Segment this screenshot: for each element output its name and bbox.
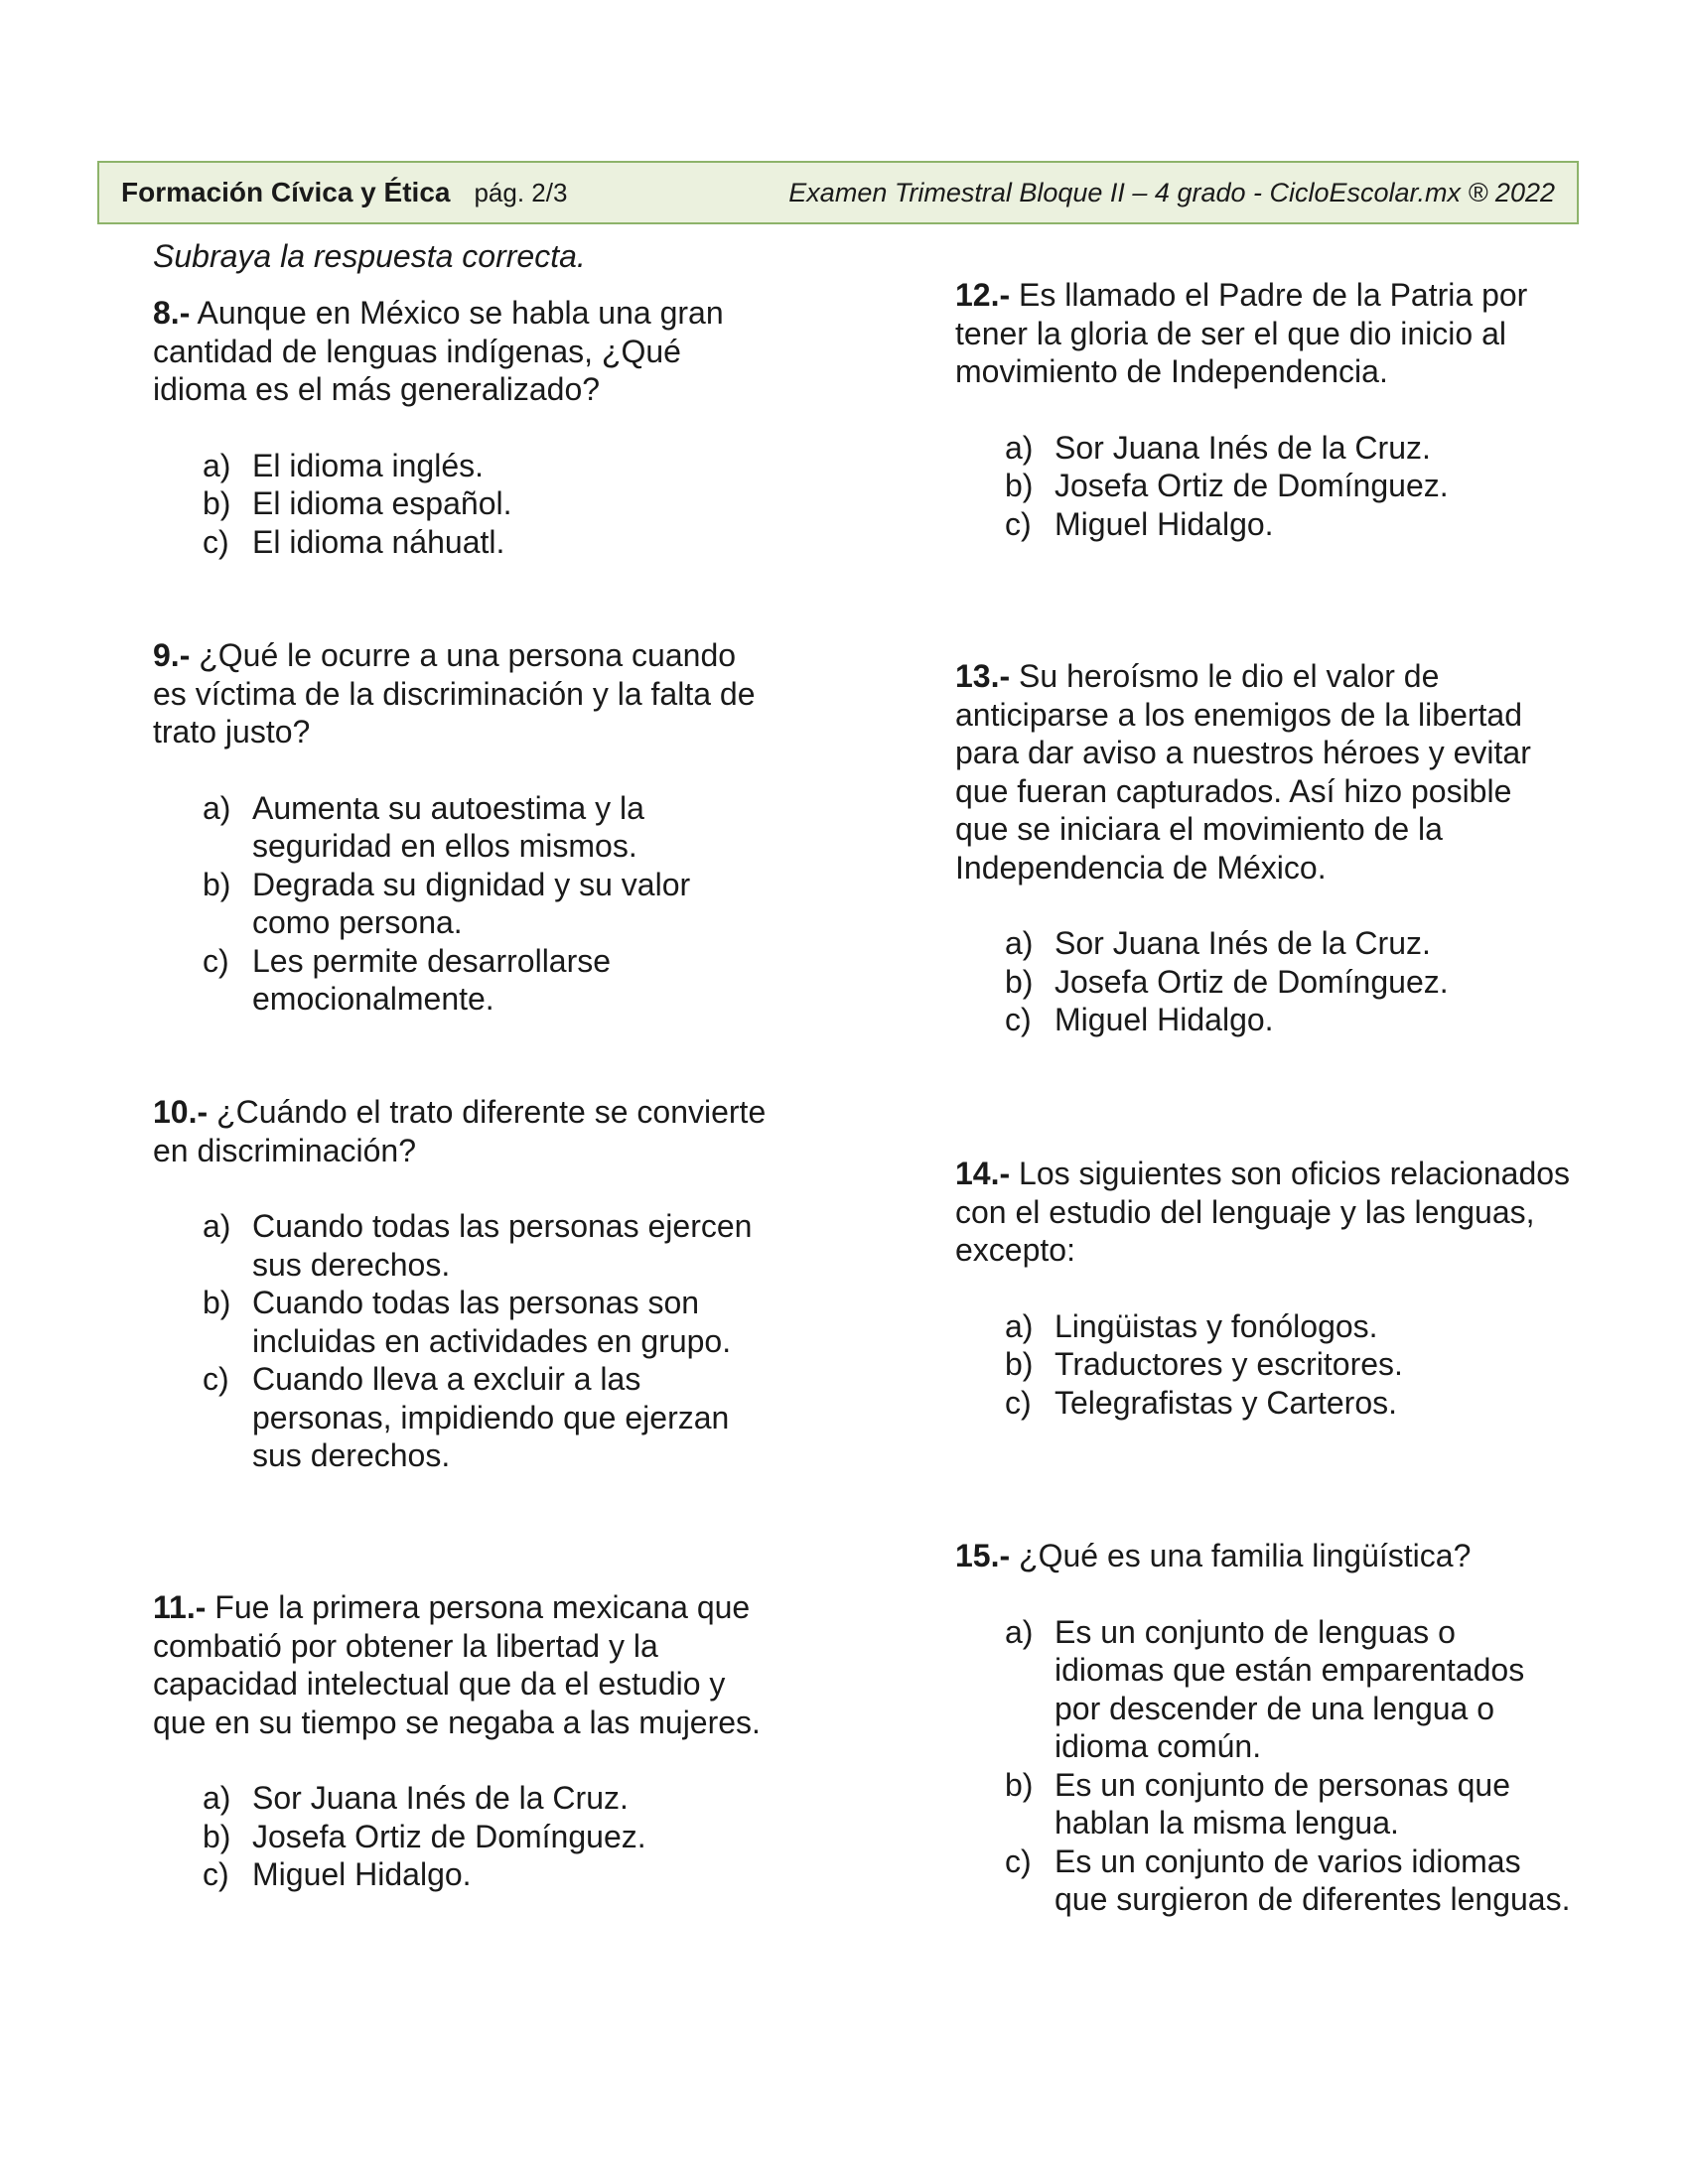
- question-number: 15.-: [955, 1538, 1011, 1573]
- option-c[interactable]: [1005, 1001, 1571, 1039]
- option-text: Sor Juana Inés de la Cruz.: [1055, 925, 1431, 961]
- option-letter: b): [1005, 1766, 1034, 1803]
- option-a[interactable]: [203, 1779, 769, 1818]
- option-text: Sor Juana Inés de la Cruz.: [252, 1780, 629, 1816]
- options-list: [955, 924, 1571, 1039]
- option-a[interactable]: [203, 789, 769, 866]
- option-a[interactable]: [1005, 1613, 1571, 1766]
- option-letter: c): [1005, 1843, 1032, 1879]
- option-letter: a): [1005, 429, 1034, 466]
- option-text: Sor Juana Inés de la Cruz.: [1055, 429, 1431, 466]
- question-text: [153, 1093, 769, 1169]
- options-list: [153, 1207, 769, 1475]
- options-list: [955, 429, 1571, 544]
- question-body: Es llamado el Padre de la Patria por tener la gloria de ser el que dio inicio al movimiento de Independencia.: [955, 277, 1528, 389]
- option-letter: c): [203, 942, 229, 979]
- option-letter: b): [1005, 1346, 1034, 1382]
- option-text: Cuando todas las personas son incluidas en actividades en grupo.: [252, 1285, 732, 1359]
- option-letter: c): [203, 523, 229, 560]
- option-text: Traductores y escritores.: [1055, 1346, 1403, 1382]
- option-text: Miguel Hidalgo.: [1055, 505, 1274, 542]
- option-letter: b): [203, 1818, 231, 1854]
- option-letter: b): [203, 1285, 231, 1320]
- options-list: [153, 447, 769, 562]
- option-a[interactable]: [1005, 924, 1571, 963]
- option-text: Miguel Hidalgo.: [252, 1856, 472, 1892]
- option-text: Miguel Hidalgo.: [1055, 1002, 1274, 1037]
- question-body: Su heroísmo le dio el valor de anticiparse a los enemigos de la libertad para dar aviso a nuestros héroes y evitar que fueran capturados. Así hizo posible que se iniciara el movimiento de la Independencia de México.: [955, 658, 1531, 886]
- question-number: 11.-: [153, 1589, 207, 1625]
- option-a[interactable]: [1005, 429, 1571, 468]
- option-text: Josefa Ortiz de Domínguez.: [1055, 468, 1449, 503]
- option-text: El idioma español.: [252, 485, 512, 521]
- option-letter: c): [203, 1361, 229, 1397]
- option-a[interactable]: [1005, 1307, 1571, 1346]
- options-list: [955, 1307, 1571, 1423]
- option-text: Josefa Ortiz de Domínguez.: [252, 1818, 646, 1854]
- question-body: Los siguientes son oficios relacionados con el estudio del lenguaje y las lenguas, excepto:: [955, 1156, 1571, 1268]
- subject-title: Formación Cívica y Ética: [121, 177, 451, 207]
- options-list: [153, 1779, 769, 1894]
- question-number: 8.-: [153, 295, 191, 331]
- option-a[interactable]: [203, 447, 769, 485]
- option-text: Telegrafistas y Carteros.: [1055, 1384, 1398, 1421]
- option-letter: b): [203, 866, 231, 902]
- option-letter: a): [1005, 925, 1034, 961]
- option-text: Aumenta su autoestima y la seguridad en ellos mismos.: [252, 789, 644, 864]
- option-text: El idioma inglés.: [252, 447, 484, 483]
- options-list: [955, 1613, 1571, 1919]
- option-letter: b): [203, 485, 231, 521]
- question-body: ¿Qué es una familia lingüística?: [1010, 1538, 1472, 1573]
- page-number: pág. 2/3: [474, 177, 568, 207]
- question-number: 13.-: [955, 658, 1011, 694]
- question-number: 9.-: [153, 637, 191, 673]
- question-text: [153, 1588, 769, 1741]
- option-c[interactable]: [203, 523, 769, 562]
- option-b[interactable]: [1005, 963, 1571, 1002]
- question-body: Aunque en México se habla una gran cantidad de lenguas indígenas, ¿Qué idioma es el más generalizado?: [153, 295, 724, 407]
- question-text: [955, 1537, 1571, 1575]
- question-number: 12.-: [955, 277, 1011, 313]
- option-text: Lingüistas y fonólogos.: [1055, 1307, 1378, 1344]
- instruction-text: Subraya la respuesta correcta.: [153, 238, 586, 274]
- question-13: [955, 657, 1571, 1039]
- option-text: Es un conjunto de varios idiomas que surgieron de diferentes lenguas.: [1055, 1843, 1571, 1917]
- option-letter: c): [1005, 1002, 1032, 1037]
- option-c[interactable]: [1005, 1384, 1571, 1423]
- option-b[interactable]: [203, 1818, 769, 1856]
- option-b[interactable]: [1005, 1345, 1571, 1384]
- question-text: [955, 1155, 1571, 1270]
- option-letter: b): [1005, 468, 1034, 503]
- question-10: [153, 1093, 769, 1475]
- option-letter: a): [203, 1780, 231, 1816]
- question-number: 14.-: [955, 1156, 1011, 1191]
- question-15: [955, 1537, 1571, 1919]
- option-b[interactable]: [1005, 1766, 1571, 1843]
- question-12: [955, 276, 1571, 543]
- question-text: [153, 294, 769, 409]
- option-b[interactable]: [203, 866, 769, 942]
- page-header: [97, 161, 1579, 224]
- option-text: Es un conjunto de lenguas o idiomas que están emparentados por descender de una lengua o idioma común.: [1055, 1613, 1525, 1764]
- option-letter: a): [203, 789, 231, 826]
- option-c[interactable]: [203, 1855, 769, 1894]
- question-14: [955, 1155, 1571, 1422]
- option-c[interactable]: [1005, 1843, 1571, 1919]
- options-list: [153, 789, 769, 1019]
- option-c[interactable]: [1005, 505, 1571, 544]
- question-11: [153, 1588, 769, 1894]
- option-text: Degrada su dignidad y su valor como persona.: [252, 866, 691, 940]
- question-9: [153, 636, 769, 1019]
- exam-title: Examen Trimestral Bloque II – 4 grado - CicloEscolar.mx ® 2022: [788, 177, 1555, 207]
- option-b[interactable]: [1005, 467, 1571, 505]
- option-letter: a): [1005, 1307, 1034, 1344]
- option-b[interactable]: [203, 484, 769, 523]
- option-letter: c): [1005, 1384, 1032, 1421]
- option-text: El idioma náhuatl.: [252, 523, 505, 560]
- option-letter: c): [1005, 505, 1032, 542]
- question-number: 10.-: [153, 1094, 209, 1130]
- option-text: Es un conjunto de personas que hablan la misma lengua.: [1055, 1766, 1510, 1841]
- option-letter: b): [1005, 963, 1034, 1000]
- question-body: ¿Cuándo el trato diferente se convierte en discriminación?: [153, 1094, 767, 1168]
- option-b[interactable]: [203, 1284, 769, 1360]
- option-text: Les permite desarrollarse emocionalmente.: [252, 942, 612, 1017]
- option-letter: a): [203, 1208, 231, 1244]
- question-text: [955, 276, 1571, 391]
- question-8: [153, 294, 769, 561]
- option-letter: c): [203, 1856, 229, 1892]
- question-body: Fue la primera persona mexicana que combatió por obtener la libertad y la capacidad intelectual que da el estudio y que en su tiempo se negaba a las mujeres.: [153, 1589, 761, 1740]
- option-letter: a): [1005, 1613, 1034, 1650]
- option-text: Josefa Ortiz de Domínguez.: [1055, 963, 1449, 1000]
- option-text: Cuando lleva a excluir a las personas, impidiendo que ejerzan sus derechos.: [252, 1361, 730, 1473]
- option-text: Cuando todas las personas ejercen sus derechos.: [252, 1208, 753, 1283]
- question-text: [153, 636, 769, 751]
- option-a[interactable]: [203, 1207, 769, 1284]
- question-body: ¿Qué le ocurre a una persona cuando es víctima de la discriminación y la falta de trato justo?: [153, 637, 756, 750]
- option-c[interactable]: [203, 1360, 769, 1475]
- option-letter: a): [203, 447, 231, 483]
- question-text: [955, 657, 1571, 887]
- option-c[interactable]: [203, 942, 769, 1019]
